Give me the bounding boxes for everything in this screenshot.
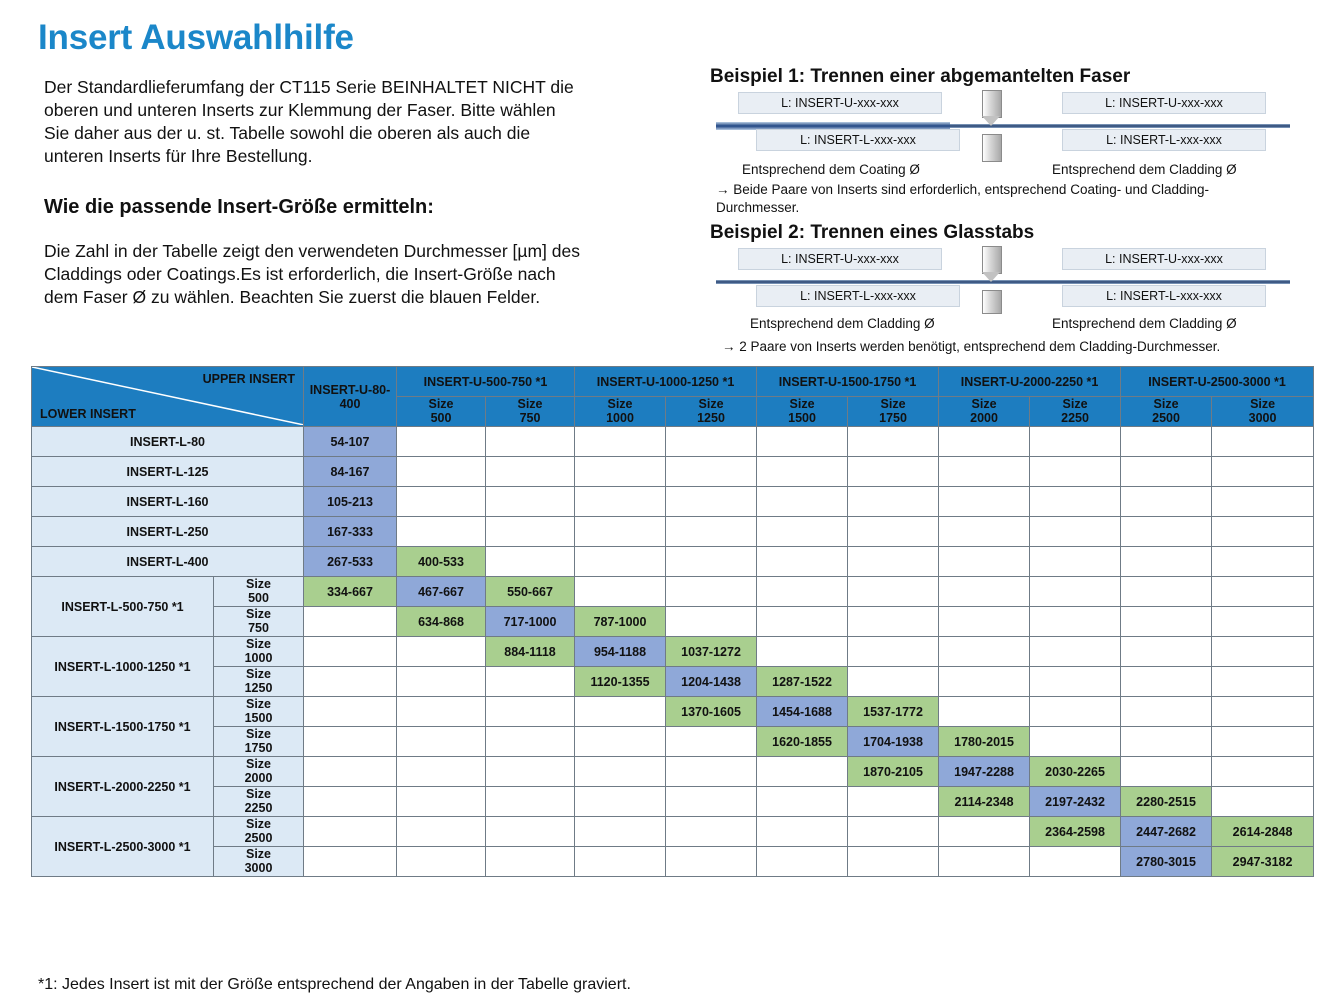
- matrix-cell: [1030, 667, 1121, 697]
- row-header-INSERT-L-80: INSERT-L-80: [32, 427, 304, 457]
- matrix-cell: [757, 637, 848, 667]
- matrix-cell: [486, 547, 575, 577]
- matrix-cell: 1037-1272: [666, 637, 757, 667]
- matrix-cell: [1212, 547, 1314, 577]
- matrix-cell: [575, 457, 666, 487]
- matrix-cell: [575, 547, 666, 577]
- matrix-cell: [575, 757, 666, 787]
- matrix-cell: [1121, 427, 1212, 457]
- bare-fiber-graphic: [950, 124, 1290, 128]
- row-size-header: Size 2500: [214, 817, 304, 847]
- example-2-lower-right-label: L: INSERT-L-xxx-xxx: [1062, 285, 1266, 307]
- matrix-cell: 634-868: [397, 607, 486, 637]
- matrix-cell: 2614-2848: [1212, 817, 1314, 847]
- matrix-cell: [666, 547, 757, 577]
- table-row: [32, 667, 1314, 697]
- matrix-cell: [486, 487, 575, 517]
- matrix-cell: [575, 427, 666, 457]
- example-2-title: Beispiel 2: Trennen eines Glasstabs: [710, 222, 1035, 243]
- matrix-cell: 1947-2288: [939, 757, 1030, 787]
- example-2-upper-left-label: L: INSERT-U-xxx-xxx: [738, 248, 942, 270]
- table-row: [32, 787, 1314, 817]
- matrix-cell: [1030, 727, 1121, 757]
- table-row: [32, 517, 1314, 547]
- matrix-cell: [486, 727, 575, 757]
- row-header-INSERT-L-2000-2250 *1: INSERT-L-2000-2250 *1: [32, 757, 214, 817]
- matrix-cell: 884-1118: [486, 637, 575, 667]
- matrix-cell: 1537-1772: [848, 697, 939, 727]
- matrix-cell: [486, 697, 575, 727]
- table-row: [32, 817, 1314, 847]
- matrix-cell: [486, 427, 575, 457]
- matrix-cell: 1870-2105: [848, 757, 939, 787]
- matrix-cell: [486, 847, 575, 877]
- matrix-cell: [304, 847, 397, 877]
- example-1-caption-right: Entsprechend dem Cladding Ø: [1052, 162, 1237, 177]
- matrix-cell: [304, 697, 397, 727]
- matrix-cell: [666, 817, 757, 847]
- matrix-cell: [397, 787, 486, 817]
- row-size-header: Size 1500: [214, 697, 304, 727]
- size-header-750: Size 750: [486, 397, 575, 427]
- matrix-cell: [397, 637, 486, 667]
- matrix-cell: 2114-2348: [939, 787, 1030, 817]
- row-size-header: Size 3000: [214, 847, 304, 877]
- matrix-cell: [1212, 607, 1314, 637]
- row-header-INSERT-L-250: INSERT-L-250: [32, 517, 304, 547]
- table-row: [32, 577, 1314, 607]
- blade-tip-graphic-2: [982, 272, 1000, 282]
- example-1-note: → Beide Paare von Inserts sind erforderlich, entsprechend Coating- und Cladding-Durchmesser.: [716, 182, 1210, 215]
- size-header-3000: Size 3000: [1212, 397, 1314, 427]
- matrix-cell: [939, 667, 1030, 697]
- matrix-cell: [939, 457, 1030, 487]
- row-size-header: Size 500: [214, 577, 304, 607]
- matrix-cell: [1212, 427, 1314, 457]
- matrix-cell: [1121, 607, 1212, 637]
- matrix-cell: [939, 637, 1030, 667]
- matrix-cell: [757, 517, 848, 547]
- matrix-cell: 1370-1605: [666, 697, 757, 727]
- blade-lower-graphic: [982, 134, 1002, 162]
- intro-paragraph: Der Standardlieferumfang der CT115 Serie BEINHALTET NICHT die oberen und unteren Inserts zur Klemmung der Faser. Bitte wählen Sie daher aus der u. st. Tabelle sowohl die oberen als auch die unteren Inserts für Ihre Bestellung.: [44, 77, 574, 167]
- colgroup-insert-u-80-400: INSERT-U-80-400: [304, 367, 397, 427]
- matrix-cell: [1030, 637, 1121, 667]
- matrix-cell: [1121, 577, 1212, 607]
- blade-lower-graphic-2: [982, 290, 1002, 314]
- size-header-1250: Size 1250: [666, 397, 757, 427]
- matrix-cell: [666, 607, 757, 637]
- example-2-note: → 2 Paare von Inserts werden benötigt, entsprechend dem Cladding-Durchmesser.: [722, 339, 1221, 354]
- matrix-cell: [939, 607, 1030, 637]
- matrix-cell: [848, 457, 939, 487]
- matrix-cell: 787-1000: [575, 607, 666, 637]
- example-2-caption-right: Entsprechend dem Cladding Ø: [1052, 316, 1237, 331]
- matrix-cell: [848, 847, 939, 877]
- blade-upper-graphic: [982, 90, 1002, 118]
- matrix-cell: [575, 727, 666, 757]
- row-size-header: Size 2000: [214, 757, 304, 787]
- matrix-cell: [939, 847, 1030, 877]
- matrix-cell: [848, 577, 939, 607]
- row-header-INSERT-L-125: INSERT-L-125: [32, 457, 304, 487]
- example-1-title: Beispiel 1: Trennen einer abgemantelten Faser: [710, 66, 1131, 87]
- example-2-upper-right-label: L: INSERT-U-xxx-xxx: [1062, 248, 1266, 270]
- matrix-cell: [757, 487, 848, 517]
- matrix-cell: [575, 697, 666, 727]
- colgroup-insert-u-2500-3000: INSERT-U-2500-3000 *1: [1121, 367, 1314, 397]
- row-size-header: Size 2250: [214, 787, 304, 817]
- example-1-caption-left: Entsprechend dem Coating Ø: [742, 162, 920, 177]
- example-2-caption-left: Entsprechend dem Cladding Ø: [750, 316, 935, 331]
- matrix-cell: [1121, 517, 1212, 547]
- intro-paragraph-2: Die Zahl in der Tabelle zeigt den verwendeten Durchmesser [µm] des Claddings oder Coatings.Es ist erforderlich, die Insert-Größe nach dem Faser Ø zu wählen. Beachten Sie zuerst die blauen Felder.: [44, 241, 580, 308]
- matrix-cell: [1121, 757, 1212, 787]
- matrix-cell: [1212, 727, 1314, 757]
- matrix-cell: [397, 517, 486, 547]
- row-header-INSERT-L-2500-3000 *1: INSERT-L-2500-3000 *1: [32, 817, 214, 877]
- glass-rod-graphic: [716, 280, 1290, 284]
- table-row: [32, 487, 1314, 517]
- matrix-cell: [848, 487, 939, 517]
- matrix-cell: [486, 817, 575, 847]
- matrix-cell: 84-167: [304, 457, 397, 487]
- matrix-cell: [304, 757, 397, 787]
- table-row: [32, 457, 1314, 487]
- matrix-cell: [1212, 487, 1314, 517]
- matrix-cell: [1030, 457, 1121, 487]
- header-corner-cell: [32, 367, 304, 427]
- example-1-upper-left-label: L: INSERT-U-xxx-xxx: [738, 92, 942, 114]
- row-size-header: Size 1250: [214, 667, 304, 697]
- matrix-cell: [1212, 697, 1314, 727]
- row-header-INSERT-L-500-750 *1: INSERT-L-500-750 *1: [32, 577, 214, 637]
- matrix-cell: 954-1188: [575, 637, 666, 667]
- matrix-cell: [397, 757, 486, 787]
- matrix-cell: [939, 517, 1030, 547]
- matrix-cell: [575, 517, 666, 547]
- table-row: [32, 727, 1314, 757]
- matrix-cell: [1030, 487, 1121, 517]
- matrix-cell: [757, 457, 848, 487]
- matrix-cell: [304, 667, 397, 697]
- matrix-cell: [939, 697, 1030, 727]
- colgroup-insert-u-500-750: INSERT-U-500-750 *1: [397, 367, 575, 397]
- matrix-cell: [1030, 547, 1121, 577]
- matrix-cell: [1121, 547, 1212, 577]
- matrix-cell: [304, 637, 397, 667]
- matrix-cell: [848, 427, 939, 457]
- size-header-1500: Size 1500: [757, 397, 848, 427]
- table-row: [32, 757, 1314, 787]
- matrix-cell: [1212, 637, 1314, 667]
- matrix-cell: 717-1000: [486, 607, 575, 637]
- matrix-cell: [1030, 607, 1121, 637]
- row-header-INSERT-L-160: INSERT-L-160: [32, 487, 304, 517]
- matrix-cell: [666, 517, 757, 547]
- size-header-1750: Size 1750: [848, 397, 939, 427]
- matrix-cell: 2447-2682: [1121, 817, 1212, 847]
- matrix-cell: [1121, 667, 1212, 697]
- matrix-cell: [397, 427, 486, 457]
- matrix-cell: [304, 817, 397, 847]
- table-row: [32, 607, 1314, 637]
- matrix-cell: 167-333: [304, 517, 397, 547]
- matrix-cell: 1620-1855: [757, 727, 848, 757]
- matrix-cell: [666, 757, 757, 787]
- matrix-cell: [397, 697, 486, 727]
- matrix-cell: [666, 727, 757, 757]
- matrix-cell: [1212, 457, 1314, 487]
- matrix-cell: [848, 637, 939, 667]
- matrix-cell: [1030, 427, 1121, 457]
- matrix-cell: [848, 787, 939, 817]
- matrix-cell: [757, 547, 848, 577]
- table-header-group-row: [32, 367, 1314, 397]
- matrix-cell: [397, 457, 486, 487]
- matrix-cell: [397, 667, 486, 697]
- example-1-lower-right-label: L: INSERT-L-xxx-xxx: [1062, 129, 1266, 151]
- example-2-diagram: [716, 248, 1296, 320]
- matrix-cell: [575, 787, 666, 817]
- table-body: [32, 427, 1314, 877]
- matrix-cell: [848, 817, 939, 847]
- row-header-INSERT-L-400: INSERT-L-400: [32, 547, 304, 577]
- matrix-cell: [486, 667, 575, 697]
- table-row: [32, 697, 1314, 727]
- matrix-cell: [486, 757, 575, 787]
- matrix-cell: 550-667: [486, 577, 575, 607]
- matrix-cell: [1030, 697, 1121, 727]
- matrix-cell: [1121, 637, 1212, 667]
- colgroup-insert-u-1500-1750: INSERT-U-1500-1750 *1: [757, 367, 939, 397]
- matrix-cell: [1030, 577, 1121, 607]
- matrix-cell: [757, 787, 848, 817]
- matrix-cell: 467-667: [397, 577, 486, 607]
- matrix-cell: 1780-2015: [939, 727, 1030, 757]
- matrix-cell: 54-107: [304, 427, 397, 457]
- matrix-cell: [757, 817, 848, 847]
- matrix-cell: 1704-1938: [848, 727, 939, 757]
- matrix-cell: [666, 847, 757, 877]
- example-1-lower-left-label: L: INSERT-L-xxx-xxx: [756, 129, 960, 151]
- matrix-cell: [575, 817, 666, 847]
- matrix-cell: [939, 577, 1030, 607]
- matrix-cell: [757, 427, 848, 457]
- matrix-cell: [575, 487, 666, 517]
- matrix-cell: [848, 517, 939, 547]
- matrix-cell: [848, 667, 939, 697]
- matrix-cell: [1121, 487, 1212, 517]
- matrix-cell: [939, 487, 1030, 517]
- example-2-lower-left-label: L: INSERT-L-xxx-xxx: [756, 285, 960, 307]
- matrix-cell: [1212, 787, 1314, 817]
- matrix-cell: 2780-3015: [1121, 847, 1212, 877]
- matrix-cell: [486, 787, 575, 817]
- matrix-cell: [397, 727, 486, 757]
- matrix-cell: [939, 547, 1030, 577]
- matrix-cell: 105-213: [304, 487, 397, 517]
- matrix-cell: [304, 607, 397, 637]
- matrix-cell: [666, 577, 757, 607]
- size-header-2000: Size 2000: [939, 397, 1030, 427]
- matrix-cell: [304, 787, 397, 817]
- matrix-cell: 2947-3182: [1212, 847, 1314, 877]
- lower-insert-label: LOWER INSERT: [40, 407, 136, 421]
- table-footnote: *1: Jedes Insert ist mit der Größe entsprechend der Angaben in der Tabelle graviert.: [38, 976, 631, 993]
- table-row: [32, 847, 1314, 877]
- size-header-2250: Size 2250: [1030, 397, 1121, 427]
- page-title: Insert Auswahlhilfe: [38, 18, 354, 57]
- matrix-cell: [666, 457, 757, 487]
- section-subheading: Wie die passende Insert-Größe ermitteln:: [44, 196, 434, 218]
- matrix-cell: 2280-2515: [1121, 787, 1212, 817]
- matrix-cell: [1212, 577, 1314, 607]
- matrix-cell: [575, 577, 666, 607]
- matrix-cell: [1212, 667, 1314, 697]
- matrix-cell: [575, 847, 666, 877]
- matrix-cell: [397, 817, 486, 847]
- matrix-cell: [1030, 847, 1121, 877]
- matrix-cell: 1120-1355: [575, 667, 666, 697]
- matrix-cell: [486, 457, 575, 487]
- matrix-cell: [486, 517, 575, 547]
- table-row: [32, 427, 1314, 457]
- size-header-2500: Size 2500: [1121, 397, 1212, 427]
- matrix-cell: [757, 847, 848, 877]
- table-row: [32, 637, 1314, 667]
- upper-insert-label: UPPER INSERT: [202, 372, 295, 386]
- matrix-cell: [757, 577, 848, 607]
- matrix-cell: 1287-1522: [757, 667, 848, 697]
- row-size-header: Size 750: [214, 607, 304, 637]
- matrix-cell: 1454-1688: [757, 697, 848, 727]
- row-header-INSERT-L-1000-1250 *1: INSERT-L-1000-1250 *1: [32, 637, 214, 697]
- row-size-header: Size 1750: [214, 727, 304, 757]
- matrix-cell: 334-667: [304, 577, 397, 607]
- matrix-cell: [939, 817, 1030, 847]
- colgroup-insert-u-1000-1250: INSERT-U-1000-1250 *1: [575, 367, 757, 397]
- matrix-cell: [848, 607, 939, 637]
- row-header-INSERT-L-1500-1750 *1: INSERT-L-1500-1750 *1: [32, 697, 214, 757]
- matrix-cell: [1121, 697, 1212, 727]
- matrix-cell: [397, 847, 486, 877]
- insert-selection-table: [31, 366, 1314, 877]
- example-1-upper-right-label: L: INSERT-U-xxx-xxx: [1062, 92, 1266, 114]
- matrix-cell: [397, 487, 486, 517]
- matrix-cell: [848, 547, 939, 577]
- matrix-cell: 2364-2598: [1030, 817, 1121, 847]
- matrix-cell: 267-533: [304, 547, 397, 577]
- matrix-cell: [939, 427, 1030, 457]
- matrix-cell: [304, 727, 397, 757]
- matrix-cell: [757, 607, 848, 637]
- matrix-cell: [666, 787, 757, 817]
- matrix-cell: [666, 427, 757, 457]
- matrix-cell: [1212, 757, 1314, 787]
- matrix-cell: 2030-2265: [1030, 757, 1121, 787]
- blade-upper-graphic-2: [982, 246, 1002, 274]
- matrix-cell: 400-533: [397, 547, 486, 577]
- table-row: [32, 547, 1314, 577]
- matrix-cell: [757, 757, 848, 787]
- matrix-cell: 2197-2432: [1030, 787, 1121, 817]
- matrix-cell: [1121, 457, 1212, 487]
- colgroup-insert-u-2000-2250: INSERT-U-2000-2250 *1: [939, 367, 1121, 397]
- insert-selection-table-wrapper: [31, 366, 1313, 877]
- matrix-cell: 1204-1438: [666, 667, 757, 697]
- size-header-500: Size 500: [397, 397, 486, 427]
- matrix-cell: [1030, 517, 1121, 547]
- matrix-cell: [1212, 517, 1314, 547]
- row-size-header: Size 1000: [214, 637, 304, 667]
- matrix-cell: [666, 487, 757, 517]
- matrix-cell: [1121, 727, 1212, 757]
- size-header-1000: Size 1000: [575, 397, 666, 427]
- blade-tip-graphic: [982, 116, 1000, 126]
